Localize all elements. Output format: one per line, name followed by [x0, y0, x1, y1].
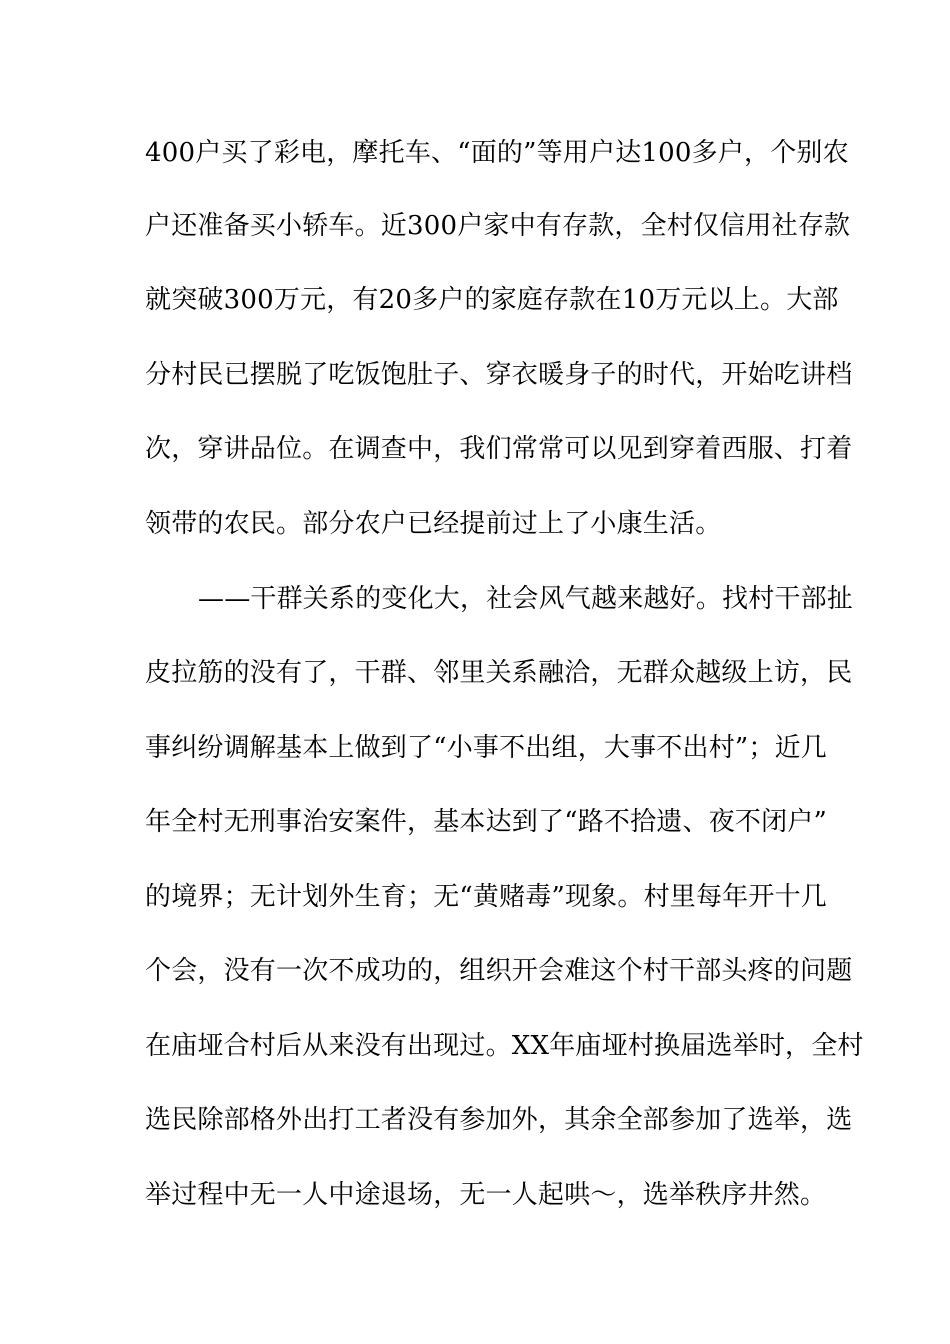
paragraph-line: 户还准备买小轿车。近300户家中有存款，全村仅信用社存款 [145, 211, 851, 241]
paragraph-line: 皮拉筋的没有了，干群、邻里关系融洽，无群众越级上访，民 [145, 658, 853, 688]
paragraph-line: 就突破300万元，有20多户的家庭存款在10万元以上。大部 [145, 285, 839, 315]
paragraph-line: 的境界；无计划外生育；无“黄赌毒”现象。村里每年开十几 [145, 882, 827, 912]
paragraph-line: ——干群关系的变化大，社会风气越来越好。找村干部扯 [198, 584, 854, 614]
paragraph-line: 个会，没有一次不成功的，组织开会难这个村干部头疼的问题 [145, 956, 853, 986]
paragraph-line: 次，穿讲品位。在调查中，我们常常可以见到穿着西服、打着 [145, 434, 853, 464]
paragraph-line: 分村民已摆脱了吃饭饱肚子、穿衣暖身子的时代，开始吃讲档 [145, 360, 853, 390]
paragraph-line: 领带的农民。部分农户已经提前过上了小康生活。 [145, 509, 722, 539]
paragraph-line: 400户买了彩电，摩托车、“面的”等用户达100多户，个别农 [145, 138, 849, 168]
paragraph-line: 选民除部格外出打工者没有参加外，其余全部参加了选举，选 [145, 1105, 853, 1135]
paragraph-line: 举过程中无一人中途退场，无一人起哄～，选举秩序井然。 [145, 1180, 827, 1210]
paragraph-line: 事纠纷调解基本上做到了“小事不出组，大事不出村”；近几 [145, 733, 827, 763]
paragraph-line: 在庙垭合村后从来没有出现过。XX年庙垭村换届选举时，全村 [145, 1031, 864, 1061]
paragraph-line: 年全村无刑事治安案件，基本达到了“路不拾遗、夜不闭户” [145, 807, 827, 837]
